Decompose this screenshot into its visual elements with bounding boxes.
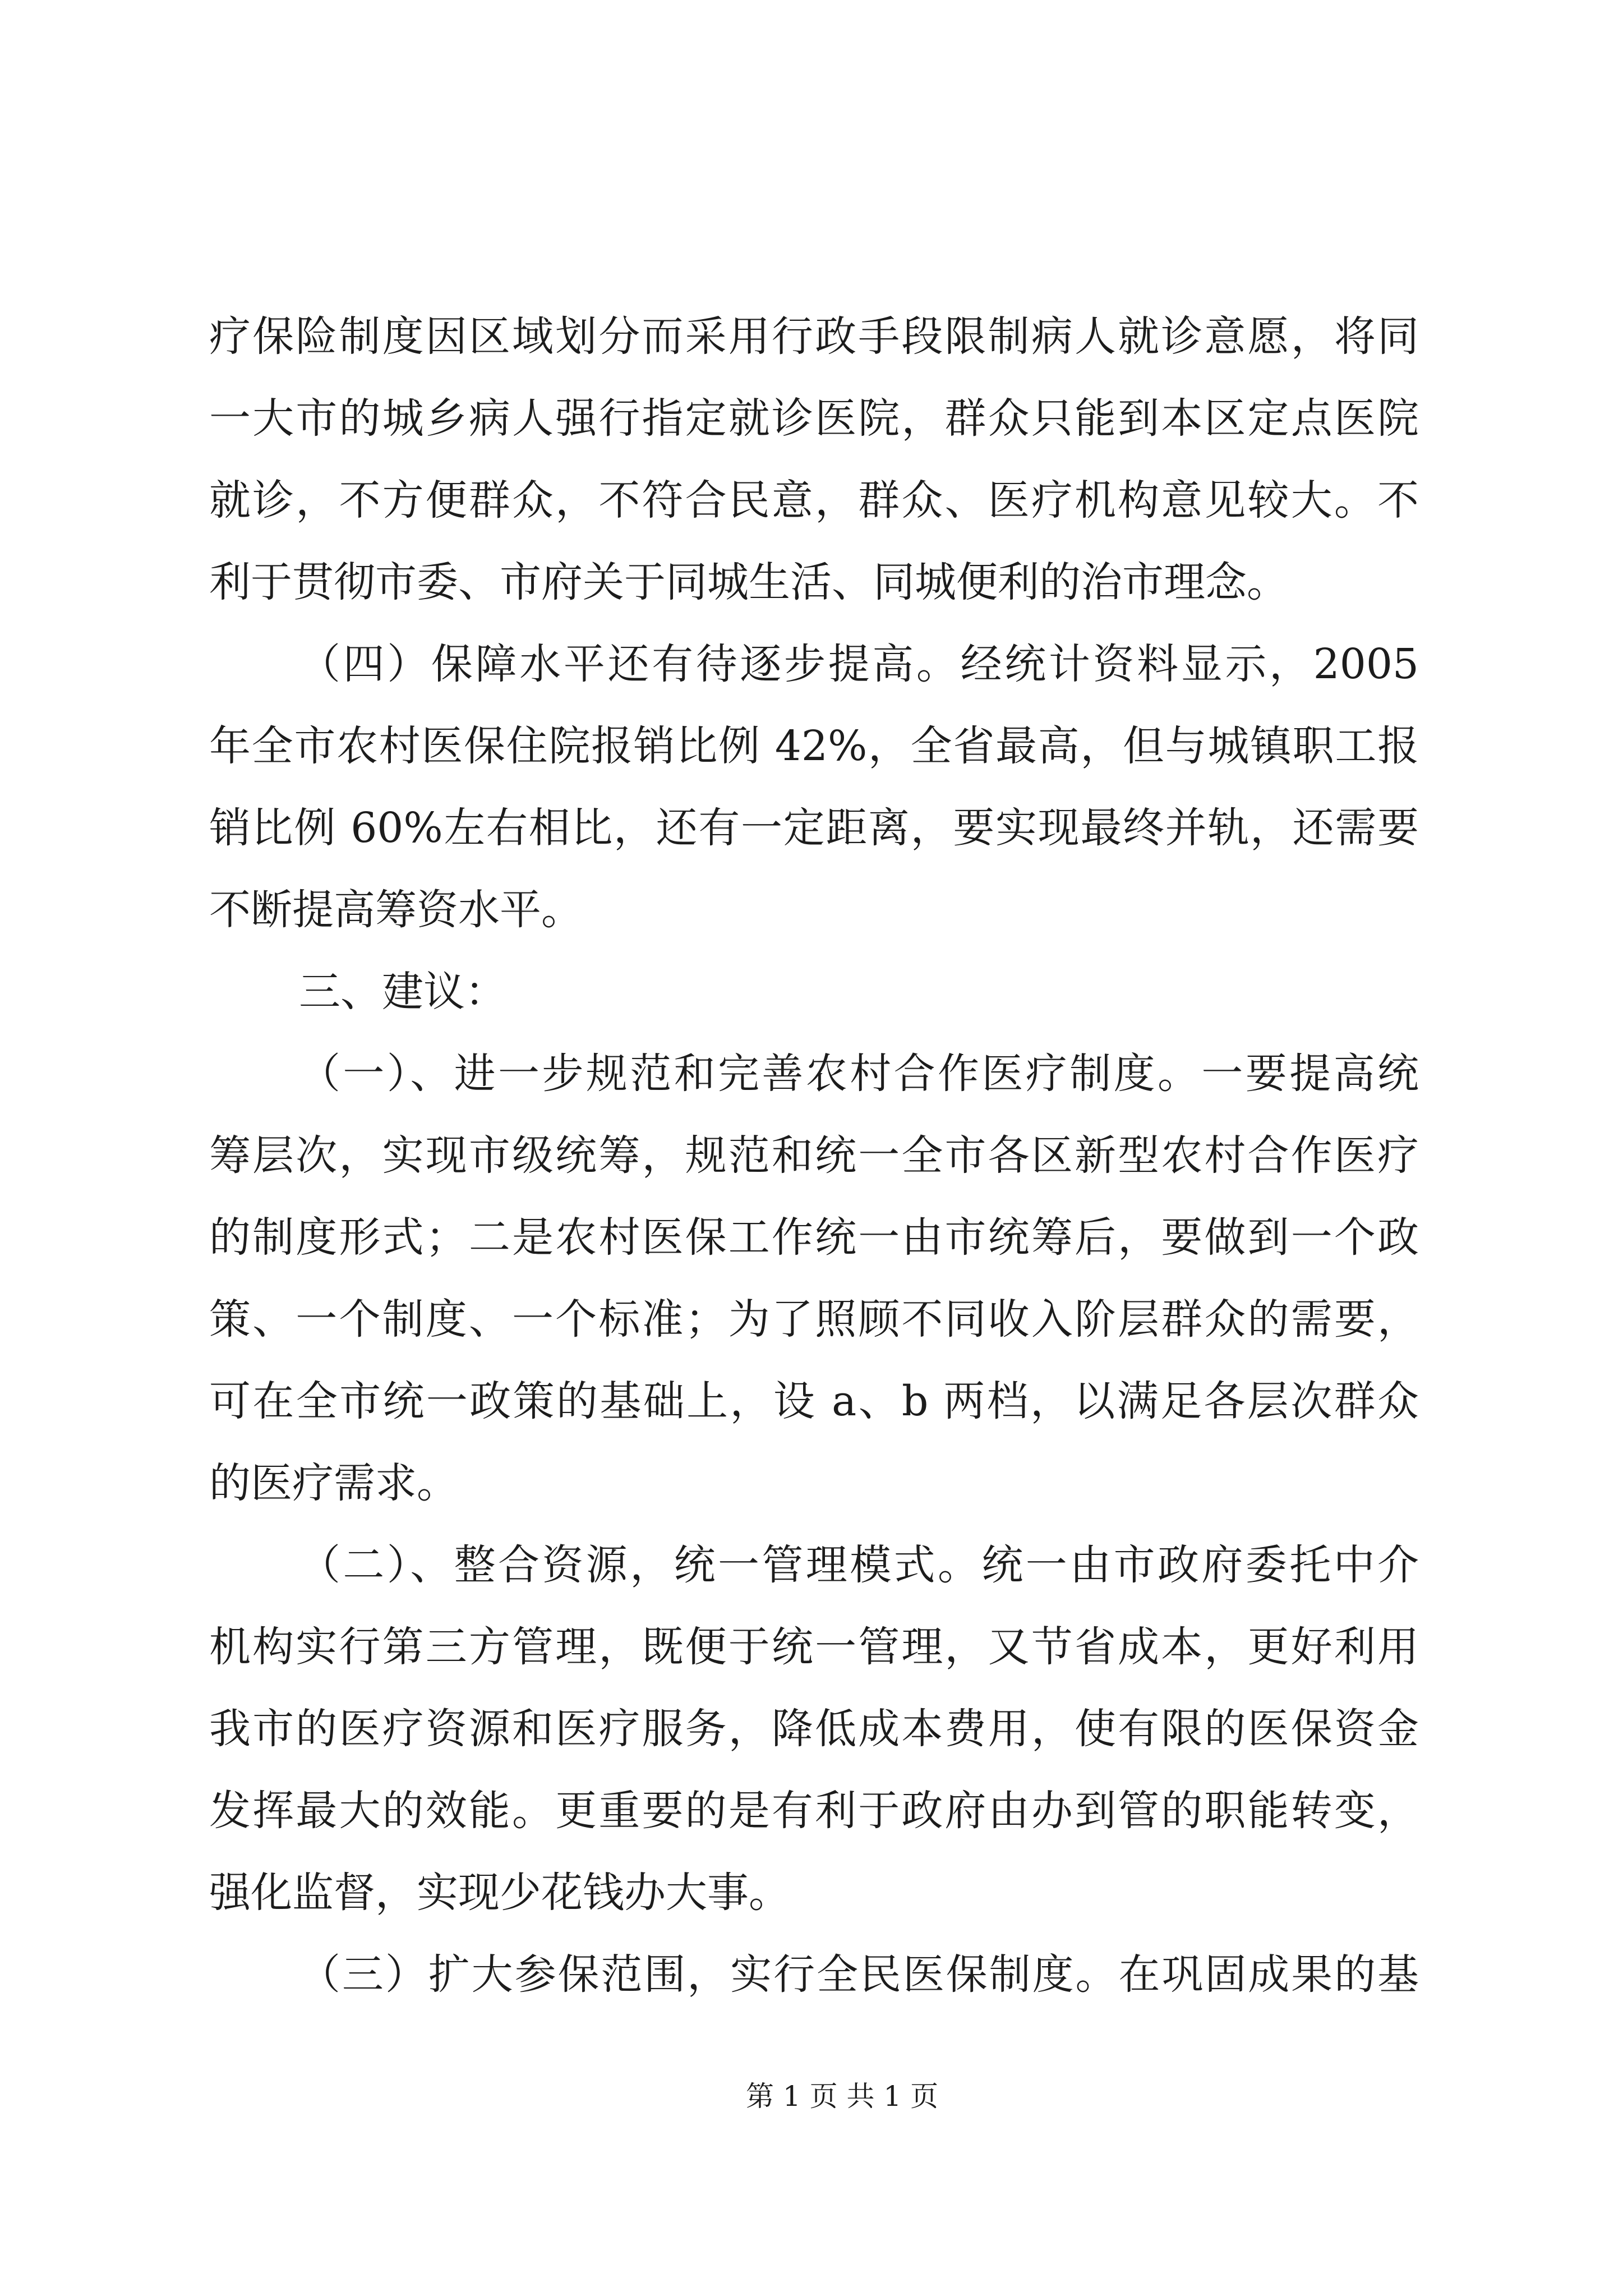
text-line: （四）保障水平还有待逐步提高。经统计资料显示，2005 [299,640,1419,688]
text-line: （三）扩大参保范围，实行全民医保制度。在巩固成果的基 [299,1950,1419,1999]
text-line: 利于贯彻市委、市府关于同城生活、同城便利的治市理念。 [209,558,1288,606]
text-line: 筹层次，实现市级统筹，规范和统一全市各区新型农村合作医疗 [209,1131,1419,1180]
text-line: 强化监督，实现少花钱办大事。 [209,1869,790,1917]
text-line: 一大市的城乡病人强行指定就诊医院，群众只能到本区定点医院 [209,394,1419,443]
heading-line: 三、建议： [299,968,506,1016]
text-line: （二）、整合资源，统一管理模式。统一由市政府委托中介 [299,1541,1419,1589]
text-line: 年全市农村医保住院报销比例 42%，全省最高，但与城镇职工报 [209,722,1419,770]
paragraph-suggestion-two [209,1524,1419,1934]
text-line: 机构实行第三方管理，既便于统一管理，又节省成本，更好利用 [209,1623,1419,1671]
paragraph-continued [209,296,1419,623]
text-line: 就诊，不方便群众，不符合民意，群众、医疗机构意见较大。不 [209,476,1419,524]
text-line: 策、一个制度、一个标准；为了照顾不同收入阶层群众的需要， [209,1295,1419,1343]
paragraph-section-four [209,623,1419,951]
page-number-footer: 第 1 页 共 1 页 [746,2080,939,2113]
body-text [209,296,1419,2016]
text-line: 销比例 60%左右相比，还有一定距离，要实现最终并轨，还需要 [209,804,1419,852]
paragraph-suggestion-one [209,1033,1419,1524]
text-line: 的医疗需求。 [209,1459,458,1507]
text-line: （一）、进一步规范和完善农村合作医疗制度。一要提高统 [299,1050,1419,1098]
section-heading [209,951,1419,1033]
text-line: 疗保险制度因区域划分而采用行政手段限制病人就诊意愿，将同 [209,312,1419,361]
text-line: 发挥最大的效能。更重要的是有利于政府由办到管的职能转变， [209,1787,1419,1835]
paragraph-suggestion-three [209,1934,1419,2016]
text-line: 不断提高筹资水平。 [209,886,583,934]
text-line: 的制度形式；二是农村医保工作统一由市统筹后，要做到一个政 [209,1213,1419,1262]
text-line: 我市的医疗资源和医疗服务，降低成本费用，使有限的医保资金 [209,1705,1419,1753]
text-line: 可在全市统一政策的基础上，设 a、b 两档，以满足各层次群众 [209,1377,1419,1425]
